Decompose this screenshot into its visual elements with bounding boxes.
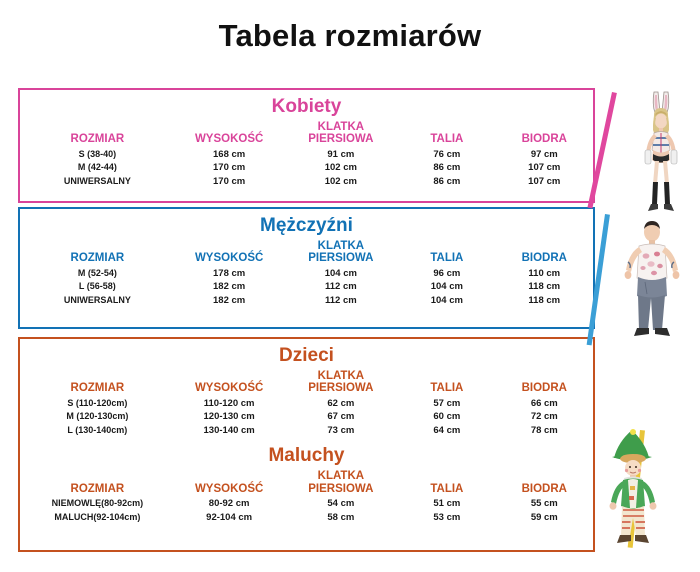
cell-height: 182 cm <box>213 294 246 306</box>
column-header-rozmiar <box>20 469 175 497</box>
table-row <box>20 162 593 175</box>
column-header-rozmiar <box>20 369 175 397</box>
cell-chest: 73 cm <box>327 424 355 436</box>
table-row <box>20 281 593 294</box>
cell-height: 120-130 cm <box>203 411 255 423</box>
table-row <box>20 267 593 280</box>
cell-chest: 104 cm <box>324 267 357 279</box>
size-table-men <box>20 239 593 307</box>
column-header-line1: ROZMIAR <box>70 133 125 146</box>
size-section-kids <box>18 337 595 552</box>
section-title-women: Kobiety <box>271 96 342 117</box>
size-table-women <box>20 120 593 188</box>
cell-waist: 64 cm <box>433 424 461 436</box>
cell-hips: 55 cm <box>530 498 558 510</box>
cell-hips: 107 cm <box>528 175 561 187</box>
column-header-line2: PIERSIOWA <box>308 482 374 495</box>
column-header-klatka-piersiowa <box>284 239 399 267</box>
size-section-toddler <box>20 445 593 524</box>
column-header-line1: WYSOKOŚĆ <box>194 252 264 265</box>
table-row <box>20 498 593 511</box>
cell-chest: 112 cm <box>325 281 357 293</box>
cell-hips: 66 cm <box>530 397 558 409</box>
cell-hips: 78 cm <box>530 424 558 436</box>
table-header-row <box>20 369 593 397</box>
cell-height: 80-92 cm <box>208 498 250 510</box>
column-header-biodra <box>496 120 593 148</box>
table-header-row <box>20 120 593 148</box>
column-header-klatka-piersiowa <box>284 469 399 497</box>
column-header-line1: ROZMIAR <box>70 482 125 495</box>
cell-hips: 72 cm <box>530 411 558 423</box>
column-header-talia <box>398 469 495 497</box>
cell-chest: 62 cm <box>327 397 355 409</box>
cell-height: 168 cm <box>213 148 246 160</box>
table-header-row <box>20 469 593 497</box>
cell-hips: 118 cm <box>528 281 561 293</box>
column-header-line1: BIODRA <box>521 482 567 495</box>
column-header-line1: ROZMIAR <box>70 252 125 265</box>
column-header-line1: TALIA <box>430 482 464 495</box>
column-header-wysokosc <box>175 239 284 267</box>
column-header-line1: BIODRA <box>521 382 567 395</box>
cell-height: 130-140 cm <box>203 424 255 436</box>
column-header-wysokosc <box>175 120 284 148</box>
column-header-line1: KLATKA <box>317 370 365 382</box>
column-header-line1: TALIA <box>430 252 464 265</box>
column-header-talia <box>398 120 495 148</box>
table-row <box>20 148 593 161</box>
cell-size: UNIWERSALNY <box>63 175 131 186</box>
column-header-biodra <box>496 369 593 397</box>
column-header-line2: PIERSIOWA <box>308 382 374 395</box>
cell-waist: 76 cm <box>433 148 461 160</box>
cell-hips: 110 cm <box>528 267 561 279</box>
column-header-talia <box>398 369 495 397</box>
column-header-klatka-piersiowa <box>284 120 399 148</box>
column-header-line1: KLATKA <box>317 470 365 483</box>
table-row <box>20 175 593 188</box>
cell-chest: 58 cm <box>327 511 355 523</box>
cell-height: 170 cm <box>213 175 246 187</box>
cell-height: 170 cm <box>213 162 246 174</box>
table-row <box>20 397 593 410</box>
cell-height: 182 cm <box>213 281 246 293</box>
column-header-klatka-piersiowa <box>284 369 399 397</box>
cell-waist: 60 cm <box>433 411 461 423</box>
size-table-kids <box>20 369 593 437</box>
cell-size: S (38-40) <box>78 148 117 159</box>
woman-bunny-costume-illustration <box>628 88 694 216</box>
column-header-line1: KLATKA <box>317 240 365 252</box>
cell-waist: 104 cm <box>430 294 463 306</box>
cell-size: S (110-120cm) <box>67 397 128 408</box>
column-header-line1: BIODRA <box>521 252 567 265</box>
page-title: Tabela rozmiarów <box>218 18 482 53</box>
cell-height: 178 cm <box>213 267 246 279</box>
column-header-wysokosc <box>175 369 284 397</box>
cell-hips: 97 cm <box>530 148 558 160</box>
cell-chest: 67 cm <box>327 411 355 423</box>
section-title-kids: Dzieci <box>279 345 334 366</box>
cell-waist: 96 cm <box>433 267 461 279</box>
section-title-men: Mężczyźni <box>260 215 353 236</box>
column-header-biodra <box>496 239 593 267</box>
column-header-line2: PIERSIOWA <box>308 252 374 265</box>
cell-waist: 86 cm <box>433 175 461 187</box>
section-title-toddler: Maluchy <box>268 445 345 467</box>
cell-chest: 91 cm <box>327 148 355 160</box>
man-costume-illustration <box>612 218 692 348</box>
cell-chest: 54 cm <box>327 498 355 510</box>
cell-size: MALUCH(92-104cm) <box>54 511 141 522</box>
table-row <box>20 424 593 437</box>
cell-waist: 104 cm <box>430 281 463 293</box>
cell-chest: 112 cm <box>325 294 357 306</box>
size-section-men <box>18 207 595 329</box>
cell-chest: 102 cm <box>324 175 357 187</box>
column-header-talia <box>398 239 495 267</box>
cell-waist: 51 cm <box>433 498 461 510</box>
cell-size: M (42-44) <box>77 162 117 173</box>
table-row <box>20 511 593 524</box>
cell-waist: 57 cm <box>433 397 461 409</box>
column-header-line1: WYSOKOŚĆ <box>194 482 264 495</box>
column-header-wysokosc <box>175 469 284 497</box>
column-header-rozmiar <box>20 120 175 148</box>
table-header-row <box>20 239 593 267</box>
cell-size: L (56-58) <box>78 281 116 292</box>
column-header-line1: ROZMIAR <box>70 382 125 395</box>
column-header-line1: WYSOKOŚĆ <box>194 133 264 146</box>
cell-size: M (52-54) <box>77 267 117 278</box>
size-section-women <box>18 88 595 203</box>
cell-hips: 59 cm <box>530 511 558 523</box>
table-row <box>20 411 593 424</box>
table-row <box>20 294 593 307</box>
cell-hips: 118 cm <box>528 294 561 306</box>
column-header-line1: BIODRA <box>521 133 567 146</box>
size-table-toddler <box>20 469 593 524</box>
column-header-rozmiar <box>20 239 175 267</box>
child-scarecrow-costume-illustration <box>594 428 672 558</box>
cell-size: L (130-140cm) <box>67 424 128 435</box>
cell-height: 110-120 cm <box>203 397 255 409</box>
cell-size: UNIWERSALNY <box>63 294 131 305</box>
column-header-line1: TALIA <box>430 133 464 146</box>
column-header-line2: PIERSIOWA <box>308 133 374 146</box>
column-header-line1: KLATKA <box>317 121 365 133</box>
cell-size: NIEMOWLĘ(80-92cm) <box>51 498 144 509</box>
column-header-line1: TALIA <box>430 382 464 395</box>
column-header-biodra <box>496 469 593 497</box>
cell-size: M (120-130cm) <box>66 411 129 422</box>
cell-hips: 107 cm <box>528 162 561 174</box>
cell-chest: 102 cm <box>324 162 357 174</box>
cell-height: 92-104 cm <box>206 511 253 523</box>
cell-waist: 86 cm <box>433 162 461 174</box>
column-header-line1: WYSOKOŚĆ <box>194 382 264 395</box>
cell-waist: 53 cm <box>433 511 461 523</box>
